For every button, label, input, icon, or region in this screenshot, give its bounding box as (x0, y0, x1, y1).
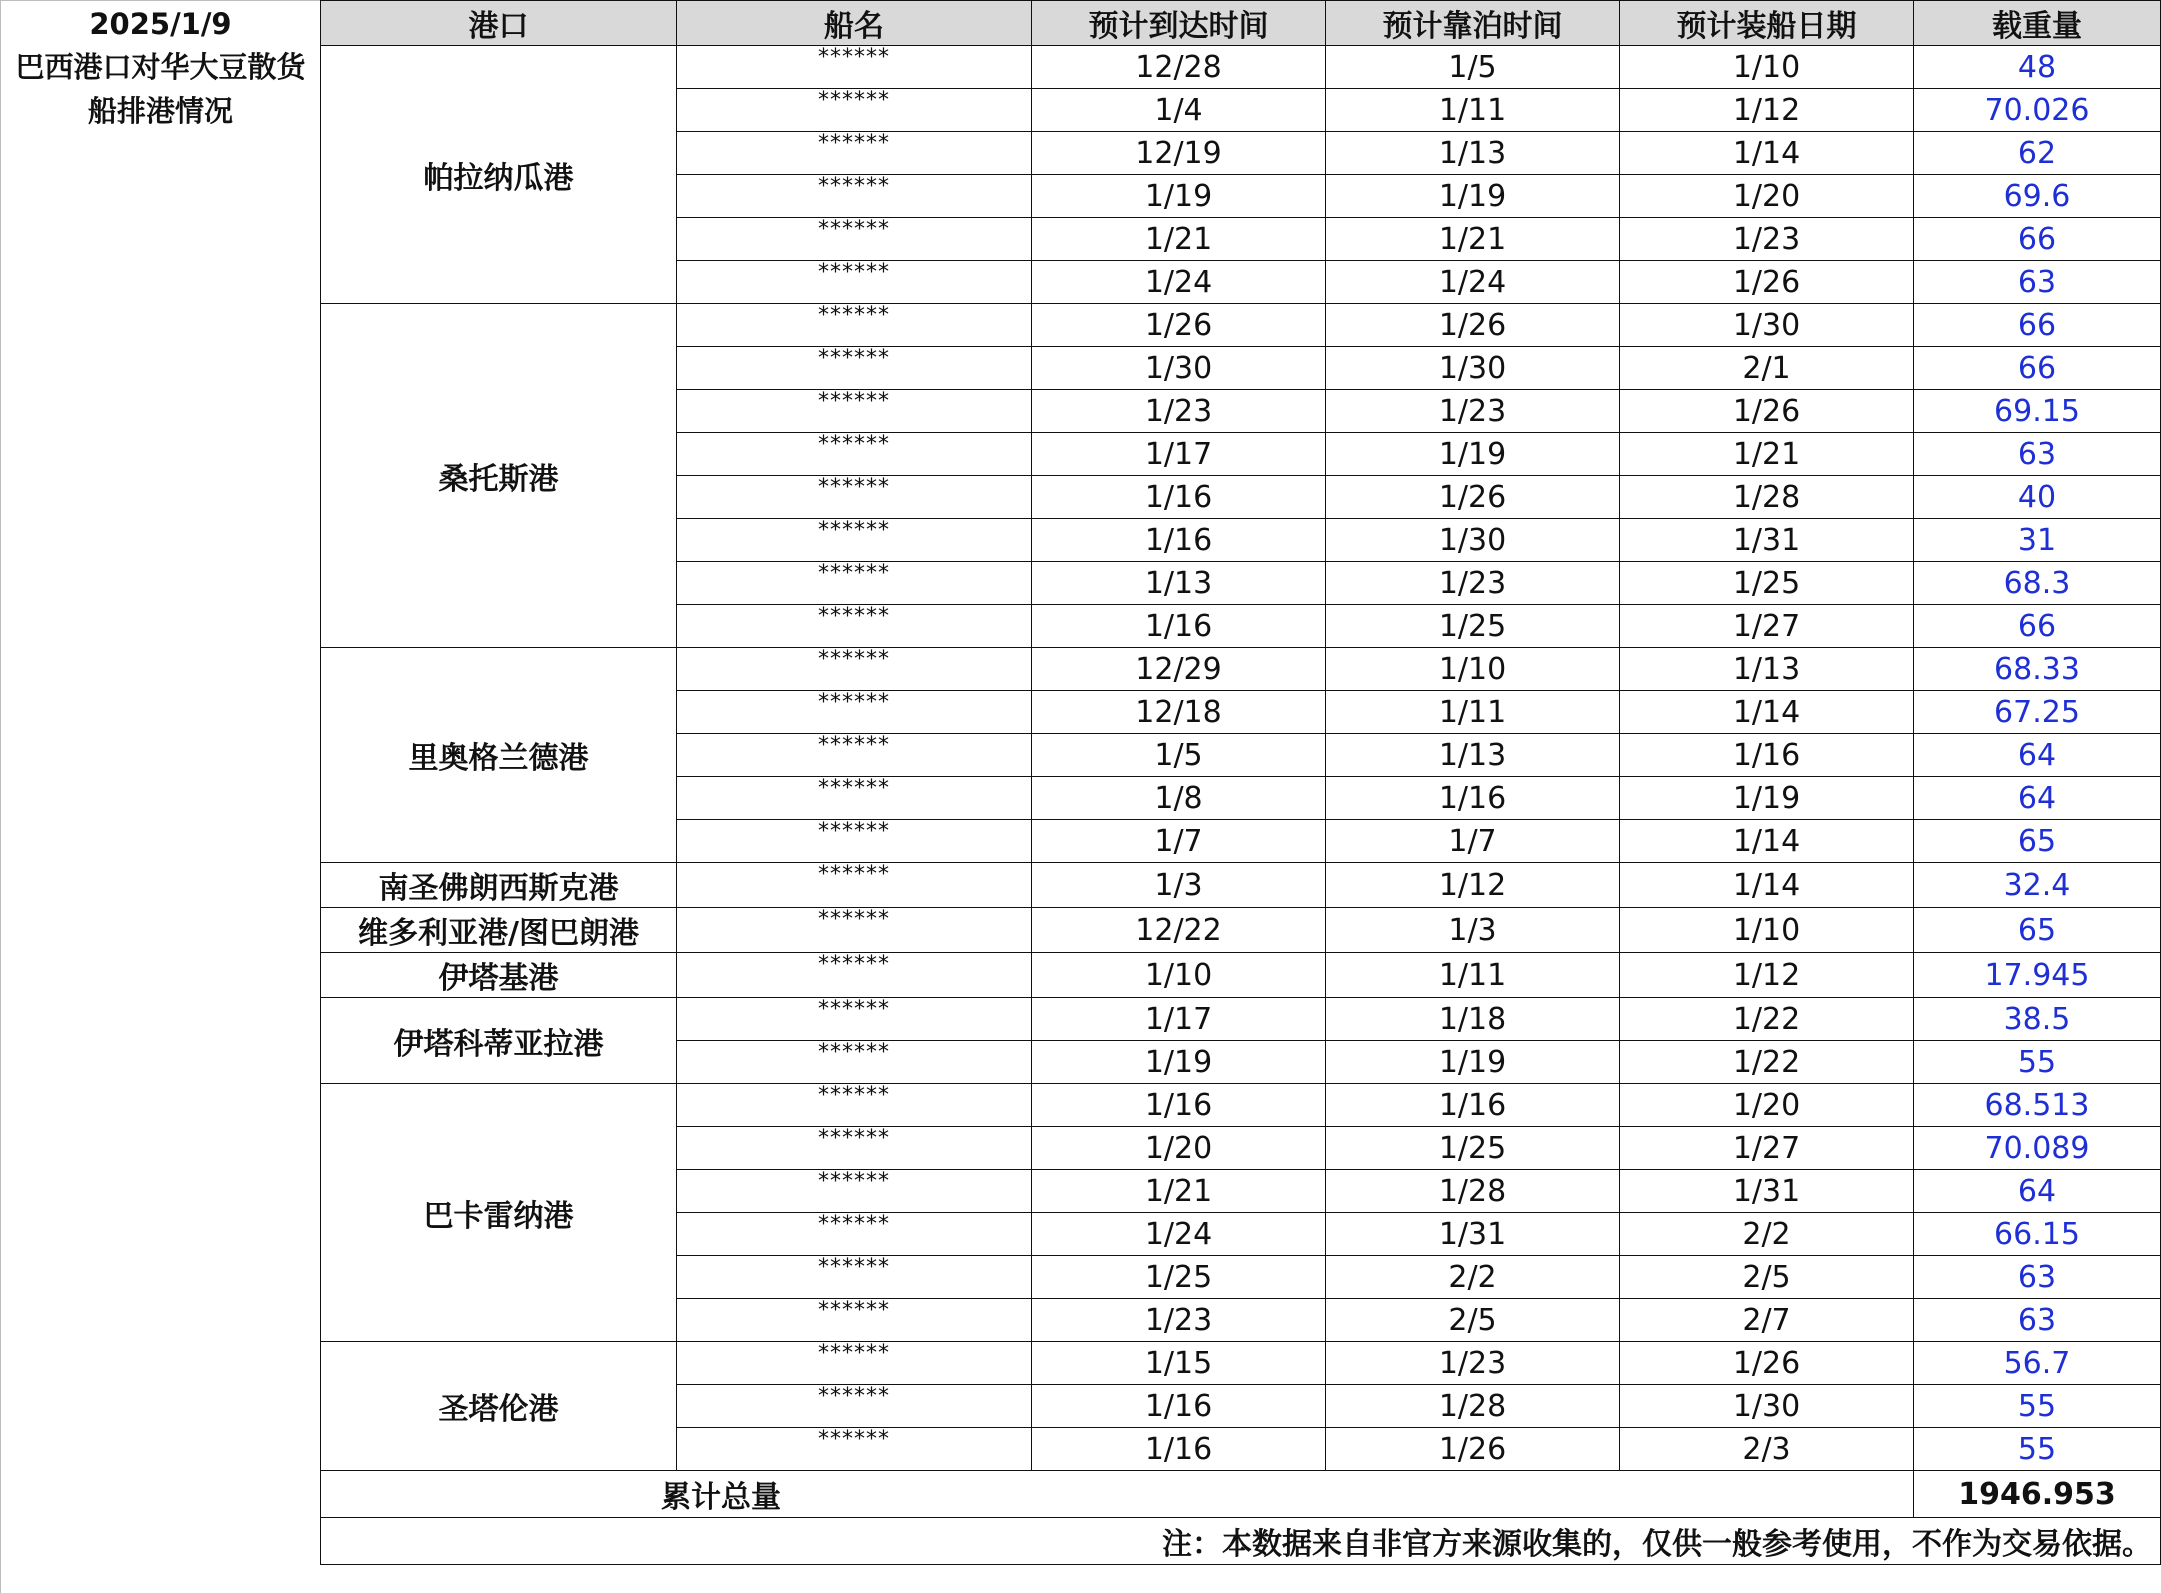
eta-cell: 1/21 (1032, 218, 1326, 261)
etb-cell: 1/31 (1326, 1213, 1620, 1256)
table-row (321, 304, 2161, 347)
loading-date-cell: 1/31 (1620, 519, 1914, 562)
deadweight-cell: 66 (1914, 347, 2161, 390)
deadweight-cell: 68.3 (1914, 562, 2161, 605)
deadweight-cell: 56.7 (1914, 1342, 2161, 1385)
etb-cell: 1/11 (1326, 89, 1620, 132)
eta-cell: 1/8 (1032, 777, 1326, 820)
etb-cell: 1/26 (1326, 1428, 1620, 1471)
port-name-cell: 维多利亚港/图巴朗港 (321, 908, 677, 953)
report-title: 巴西港口对华大豆散货船排港情况 (15, 50, 306, 128)
deadweight-cell: 69.6 (1914, 175, 2161, 218)
loading-date-cell: 1/30 (1620, 304, 1914, 347)
column-header-etb: 预计靠泊时间 (1326, 1, 1620, 46)
deadweight-cell: 48 (1914, 46, 2161, 89)
loading-date-cell: 2/2 (1620, 1213, 1914, 1256)
ship-name-cell: ****** (677, 1342, 1032, 1385)
etb-cell: 1/30 (1326, 519, 1620, 562)
deadweight-cell: 63 (1914, 261, 2161, 304)
etb-cell: 1/16 (1326, 1084, 1620, 1127)
etb-cell: 1/28 (1326, 1385, 1620, 1428)
eta-cell: 1/16 (1032, 1084, 1326, 1127)
eta-cell: 1/24 (1032, 1213, 1326, 1256)
header-row (321, 1, 2161, 46)
loading-date-cell: 1/28 (1620, 476, 1914, 519)
etb-cell: 1/13 (1326, 734, 1620, 777)
eta-cell: 1/26 (1032, 304, 1326, 347)
loading-date-cell: 1/20 (1620, 175, 1914, 218)
ship-name-cell: ****** (677, 691, 1032, 734)
ship-name-cell: ****** (677, 261, 1032, 304)
etb-cell: 1/24 (1326, 261, 1620, 304)
etb-cell: 2/5 (1326, 1299, 1620, 1342)
deadweight-cell: 63 (1914, 1299, 2161, 1342)
loading-date-cell: 1/26 (1620, 390, 1914, 433)
ship-name-cell: ****** (677, 175, 1032, 218)
ship-name-cell: ****** (677, 1041, 1032, 1084)
etb-cell: 1/10 (1326, 648, 1620, 691)
loading-date-cell: 1/27 (1620, 605, 1914, 648)
deadweight-cell: 67.25 (1914, 691, 2161, 734)
loading-date-cell: 1/19 (1620, 777, 1914, 820)
etb-cell: 1/23 (1326, 562, 1620, 605)
etb-cell: 1/16 (1326, 777, 1620, 820)
table-footer (321, 1471, 2161, 1565)
note-row (321, 1518, 2161, 1565)
total-value: 1946.953 (1914, 1471, 2161, 1518)
ship-name-cell: ****** (677, 46, 1032, 89)
shipping-schedule-table (320, 0, 2161, 1565)
total-row (321, 1471, 2161, 1518)
port-name-cell: 伊塔科蒂亚拉港 (321, 998, 677, 1084)
eta-cell: 1/15 (1032, 1342, 1326, 1385)
deadweight-cell: 38.5 (1914, 998, 2161, 1041)
eta-cell: 1/23 (1032, 390, 1326, 433)
etb-cell: 1/25 (1326, 605, 1620, 648)
deadweight-cell: 32.4 (1914, 863, 2161, 908)
eta-cell: 1/17 (1032, 433, 1326, 476)
eta-cell: 1/16 (1032, 1385, 1326, 1428)
loading-date-cell: 2/5 (1620, 1256, 1914, 1299)
table-row (321, 648, 2161, 691)
loading-date-cell: 1/25 (1620, 562, 1914, 605)
column-header-ship: 船名 (677, 1, 1032, 46)
eta-cell: 1/24 (1032, 261, 1326, 304)
eta-cell: 1/5 (1032, 734, 1326, 777)
port-name-cell: 里奥格兰德港 (321, 648, 677, 863)
loading-date-cell: 2/3 (1620, 1428, 1914, 1471)
loading-date-cell: 2/1 (1620, 347, 1914, 390)
deadweight-cell: 17.945 (1914, 953, 2161, 998)
etb-cell: 1/7 (1326, 820, 1620, 863)
eta-cell: 1/19 (1032, 1041, 1326, 1084)
loading-date-cell: 1/23 (1620, 218, 1914, 261)
eta-cell: 1/4 (1032, 89, 1326, 132)
etb-cell: 1/11 (1326, 691, 1620, 734)
deadweight-cell: 64 (1914, 777, 2161, 820)
ship-name-cell: ****** (677, 218, 1032, 261)
ship-name-cell: ****** (677, 347, 1032, 390)
eta-cell: 1/16 (1032, 1428, 1326, 1471)
ship-name-cell: ****** (677, 648, 1032, 691)
deadweight-cell: 31 (1914, 519, 2161, 562)
ship-name-cell: ****** (677, 132, 1032, 175)
loading-date-cell: 1/22 (1620, 998, 1914, 1041)
loading-date-cell: 1/14 (1620, 691, 1914, 734)
table-row (321, 953, 2161, 998)
port-name-cell: 桑托斯港 (321, 304, 677, 648)
table-row (321, 1084, 2161, 1127)
port-name-cell: 巴卡雷纳港 (321, 1084, 677, 1342)
eta-cell: 1/17 (1032, 998, 1326, 1041)
ship-name-cell: ****** (677, 1213, 1032, 1256)
loading-date-cell: 1/21 (1620, 433, 1914, 476)
etb-cell: 1/3 (1326, 908, 1620, 953)
deadweight-cell: 68.33 (1914, 648, 2161, 691)
etb-cell: 1/26 (1326, 476, 1620, 519)
table-row (321, 998, 2161, 1041)
loading-date-cell: 1/30 (1620, 1385, 1914, 1428)
ship-name-cell: ****** (677, 1256, 1032, 1299)
ship-name-cell: ****** (677, 1385, 1032, 1428)
loading-date-cell: 1/20 (1620, 1084, 1914, 1127)
loading-date-cell: 2/7 (1620, 1299, 1914, 1342)
ship-name-cell: ****** (677, 605, 1032, 648)
ship-name-cell: ****** (677, 1084, 1032, 1127)
etb-cell: 1/25 (1326, 1127, 1620, 1170)
loading-date-cell: 1/12 (1620, 953, 1914, 998)
eta-cell: 1/16 (1032, 519, 1326, 562)
column-header-loading-date: 预计装船日期 (1620, 1, 1914, 46)
column-header-deadweight: 载重量 (1914, 1, 2161, 46)
ship-name-cell: ****** (677, 1428, 1032, 1471)
etb-cell: 1/5 (1326, 46, 1620, 89)
eta-cell: 12/18 (1032, 691, 1326, 734)
loading-date-cell: 1/10 (1620, 46, 1914, 89)
etb-cell: 1/19 (1326, 1041, 1620, 1084)
ship-name-cell: ****** (677, 1170, 1032, 1213)
loading-date-cell: 1/14 (1620, 863, 1914, 908)
table-header (321, 1, 2161, 46)
deadweight-cell: 63 (1914, 433, 2161, 476)
etb-cell: 1/18 (1326, 998, 1620, 1041)
eta-cell: 1/25 (1032, 1256, 1326, 1299)
etb-cell: 1/11 (1326, 953, 1620, 998)
etb-cell: 1/23 (1326, 1342, 1620, 1385)
etb-cell: 1/13 (1326, 132, 1620, 175)
port-name-cell: 帕拉纳瓜港 (321, 46, 677, 304)
deadweight-cell: 69.15 (1914, 390, 2161, 433)
table-row (321, 1342, 2161, 1385)
eta-cell: 1/19 (1032, 175, 1326, 218)
report-date: 2025/1/9 (89, 7, 232, 41)
ship-name-cell: ****** (677, 908, 1032, 953)
etb-cell: 1/21 (1326, 218, 1620, 261)
eta-cell: 1/30 (1032, 347, 1326, 390)
loading-date-cell: 1/12 (1620, 89, 1914, 132)
loading-date-cell: 1/26 (1620, 1342, 1914, 1385)
ship-name-cell: ****** (677, 953, 1032, 998)
eta-cell: 12/22 (1032, 908, 1326, 953)
deadweight-cell: 65 (1914, 820, 2161, 863)
ship-name-cell: ****** (677, 820, 1032, 863)
table-row (321, 46, 2161, 89)
deadweight-cell: 64 (1914, 1170, 2161, 1213)
etb-cell: 1/23 (1326, 390, 1620, 433)
deadweight-cell: 66.15 (1914, 1213, 2161, 1256)
ship-name-cell: ****** (677, 777, 1032, 820)
loading-date-cell: 1/26 (1620, 261, 1914, 304)
etb-cell: 1/12 (1326, 863, 1620, 908)
deadweight-cell: 70.026 (1914, 89, 2161, 132)
loading-date-cell: 1/27 (1620, 1127, 1914, 1170)
disclaimer-note: 注：本数据来自非官方来源收集的，仅供一般参考使用，不作为交易依据。 (321, 1518, 2161, 1565)
ship-name-cell: ****** (677, 998, 1032, 1041)
table-body (321, 46, 2161, 1471)
port-name-cell: 圣塔伦港 (321, 1342, 677, 1471)
deadweight-cell: 66 (1914, 304, 2161, 347)
ship-name-cell: ****** (677, 89, 1032, 132)
loading-date-cell: 1/10 (1620, 908, 1914, 953)
etb-cell: 1/30 (1326, 347, 1620, 390)
deadweight-cell: 40 (1914, 476, 2161, 519)
etb-cell: 1/26 (1326, 304, 1620, 347)
ship-name-cell: ****** (677, 433, 1032, 476)
etb-cell: 1/19 (1326, 175, 1620, 218)
deadweight-cell: 55 (1914, 1385, 2161, 1428)
etb-cell: 2/2 (1326, 1256, 1620, 1299)
deadweight-cell: 65 (1914, 908, 2161, 953)
column-header-port: 港口 (321, 1, 677, 46)
ship-name-cell: ****** (677, 1127, 1032, 1170)
deadweight-cell: 55 (1914, 1428, 2161, 1471)
etb-cell: 1/28 (1326, 1170, 1620, 1213)
deadweight-cell: 63 (1914, 1256, 2161, 1299)
eta-cell: 1/23 (1032, 1299, 1326, 1342)
loading-date-cell: 1/31 (1620, 1170, 1914, 1213)
loading-date-cell: 1/14 (1620, 820, 1914, 863)
loading-date-cell: 1/16 (1620, 734, 1914, 777)
port-name-cell: 南圣佛朗西斯克港 (321, 863, 677, 908)
eta-cell: 1/3 (1032, 863, 1326, 908)
table-row (321, 863, 2161, 908)
eta-cell: 1/13 (1032, 562, 1326, 605)
port-name-cell: 伊塔基港 (321, 953, 677, 998)
eta-cell: 1/7 (1032, 820, 1326, 863)
etb-cell: 1/19 (1326, 433, 1620, 476)
deadweight-cell: 62 (1914, 132, 2161, 175)
deadweight-cell: 64 (1914, 734, 2161, 777)
ship-name-cell: ****** (677, 519, 1032, 562)
eta-cell: 12/28 (1032, 46, 1326, 89)
eta-cell: 1/20 (1032, 1127, 1326, 1170)
loading-date-cell: 1/13 (1620, 648, 1914, 691)
ship-name-cell: ****** (677, 1299, 1032, 1342)
column-header-eta: 预计到达时间 (1032, 1, 1326, 46)
table-row (321, 908, 2161, 953)
report-sidebar (0, 0, 320, 1593)
loading-date-cell: 1/14 (1620, 132, 1914, 175)
deadweight-cell: 70.089 (1914, 1127, 2161, 1170)
eta-cell: 1/10 (1032, 953, 1326, 998)
ship-name-cell: ****** (677, 390, 1032, 433)
loading-date-cell: 1/22 (1620, 1041, 1914, 1084)
ship-name-cell: ****** (677, 304, 1032, 347)
ship-name-cell: ****** (677, 734, 1032, 777)
eta-cell: 1/21 (1032, 1170, 1326, 1213)
ship-name-cell: ****** (677, 562, 1032, 605)
eta-cell: 1/16 (1032, 605, 1326, 648)
deadweight-cell: 55 (1914, 1041, 2161, 1084)
ship-name-cell: ****** (677, 863, 1032, 908)
deadweight-cell: 68.513 (1914, 1084, 2161, 1127)
deadweight-cell: 66 (1914, 218, 2161, 261)
total-label: 累计总量 (321, 1471, 1914, 1518)
eta-cell: 1/16 (1032, 476, 1326, 519)
deadweight-cell: 66 (1914, 605, 2161, 648)
eta-cell: 12/19 (1032, 132, 1326, 175)
ship-name-cell: ****** (677, 476, 1032, 519)
eta-cell: 12/29 (1032, 648, 1326, 691)
